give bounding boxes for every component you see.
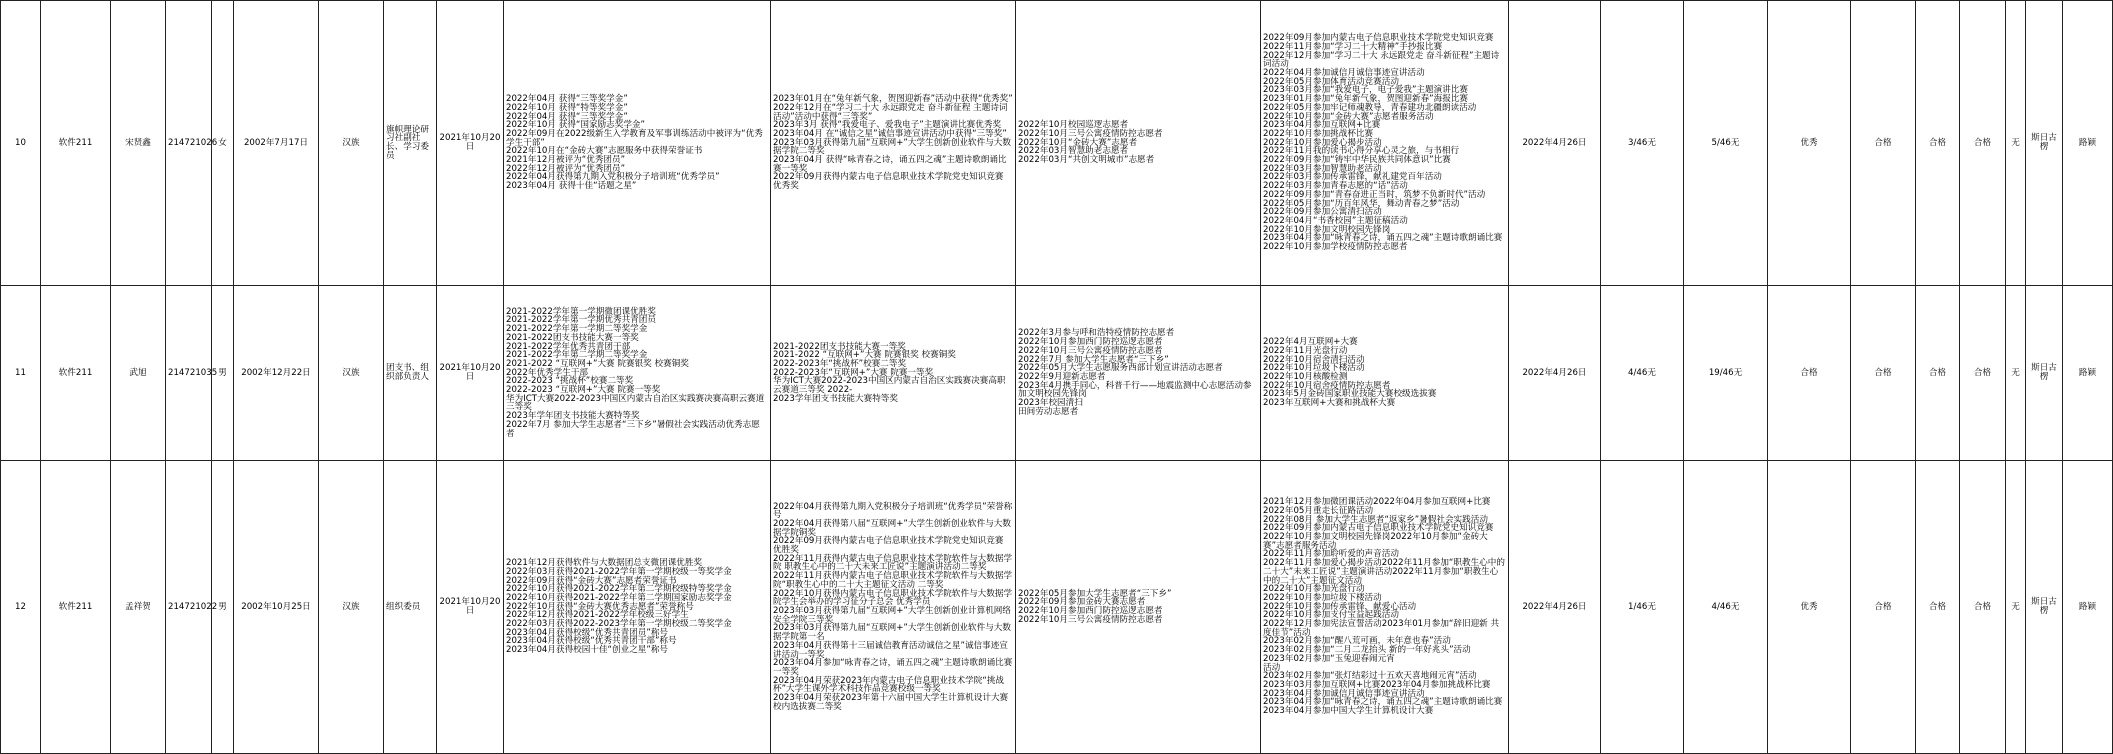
list-item: 2023年04月获得校级“优秀共青团员”称号	[506, 627, 669, 638]
volunteer-cell	[1016, 286, 1261, 461]
list-item: 2022年10月获得2021-2022学年第二学期校级特等奖学金	[506, 584, 732, 595]
student-id-cell: 214721035	[166, 286, 212, 461]
teacher-cell: 斯日古楞	[2026, 1, 2063, 286]
list-item: 2023年04月 获得十佳“话题之星”	[506, 181, 637, 192]
name-cell: 孟祥贺	[111, 461, 166, 754]
row-index: 10	[1, 1, 41, 286]
list-item: 2022年10月校园巡逻志愿者	[1018, 120, 1129, 131]
list-item: 2022年11月参加聆听爱的声音活动	[1263, 549, 1399, 560]
list-item: 2023年02月参加“玉兔迎春闹元宵	[1263, 653, 1395, 664]
list-item: 2022年05月参加大学生志愿者“三下乡”	[1018, 588, 1172, 599]
list-item: 2022年05月参加牢记师魂教导，青春建功北疆朗读活动	[1263, 102, 1477, 113]
position-cell: 组织委员	[384, 461, 437, 754]
list-item: 2022年04月获得第九期入党积极分子培训班“优秀学员”	[506, 172, 720, 183]
grade-cell: 合格	[1768, 286, 1851, 461]
list-item: 2022年11月参加爱心揭步活动2022年11月参加“职教生心中的二十大”未来工匠说”主题演讲活动2022年11月参加“职教生心中的二十大”主题征文活动	[1263, 558, 1505, 586]
class-cell: 软件211	[41, 461, 111, 754]
list-item: 2022年09月参加金砖大赛志愿者	[1018, 597, 1146, 608]
list-item: 2022年10月参加传承雷锋，献爱心活动	[1263, 601, 1417, 612]
list-item: 2022年09月参加“铸牢中华民族共同体意识”比赛	[1263, 155, 1451, 166]
list-item: 2022年03月获得2021-2022学年第一学期校级一等奖学金	[506, 566, 732, 577]
row-index: 12	[1, 461, 41, 754]
list-item: 2022年10月参加光盘行动	[1263, 584, 1365, 595]
list-item: 2021-2022团支书技能大赛一等奖	[506, 332, 639, 343]
list-item: 2022年10月获得“金砖大赛优秀志愿者”荣誉称号	[506, 601, 694, 612]
list-item: 2023年04月参加中国大学生计算机设计大赛	[1263, 706, 1434, 717]
ranking-cell: 1/46无	[1601, 461, 1684, 754]
awards-cell	[504, 461, 771, 754]
list-item: 2022年10月宿舍清扫活动	[1263, 354, 1365, 365]
list-item: 2022年03月参加智慧助老活动	[1263, 163, 1382, 174]
list-item: 2021-2022团支书技能大赛一等奖	[773, 341, 906, 352]
list-item: 2023年01月参加“兔年新气象，贺图迎新春”海报比赛	[1263, 94, 1468, 105]
birth-date-cell: 2002年10月25日	[234, 461, 319, 754]
ethnicity-cell: 汉族	[319, 1, 384, 286]
list-item: 2023年02月参加“二月二龙抬头 新的一年好兆头”活动	[1263, 645, 1471, 656]
list-item: 2022-2023年“互联网+”大赛 院赛一等奖	[773, 367, 934, 378]
list-item: 2022年08月 参加大学生志愿者“返家乡”暑假社会实践活动	[1263, 514, 1488, 525]
ethnicity-cell: 汉族	[319, 286, 384, 461]
birth-date-cell: 2002年7月17日	[234, 1, 319, 286]
grade-cell: 优秀	[1768, 1, 1851, 286]
list-item: 2022年04月参加诚信月诚信事迹宣讲活动	[1263, 68, 1425, 79]
list-item: 2022年7月 参加大学生志愿者“三下乡”	[1018, 354, 1169, 365]
table-row	[1, 461, 2113, 754]
list-item: 2022年10月 获得“特等奖学金”	[506, 102, 628, 113]
list-item: 2022年优秀学生干部	[506, 367, 589, 378]
result-1-cell: 合格	[1851, 286, 1916, 461]
activities-cell	[1261, 286, 1509, 461]
list-item: 2023年04月参加“咏青春之诗，诵五四之魂”主题诗歌朗诵比赛	[1263, 233, 1503, 244]
list-item: 2022年10月参加垃圾下楼活动	[1263, 592, 1382, 603]
application-date-cell: 2021年10月20日	[437, 1, 504, 286]
name-cell: 武旭	[111, 286, 166, 461]
list-item: 2022年10月宿舍疫情防控志愿者	[1263, 380, 1391, 391]
leader-cell: 路颖	[2063, 286, 2113, 461]
list-item: 2022年10月参加爱心揭步活动	[1263, 137, 1382, 148]
list-item: 2023年03月获得第九届“互联网+”大学生创新创业软件与大数据学院第一名	[773, 623, 1011, 643]
discipline-cell: 无	[2006, 461, 2026, 754]
ranking-cell: 3/46无	[1601, 1, 1684, 286]
result-2-cell: 合格	[1916, 1, 1960, 286]
result-2-cell: 合格	[1916, 286, 1960, 461]
list-item: 2022年12月参加宪法宣誓活动2023年01月参加“辞旧迎新 共度佳节”活动	[1263, 619, 1500, 638]
list-item: 2022年11月光盘行动	[1263, 345, 1348, 356]
list-item: 2021-2022学年第一学期二等奖学金	[506, 324, 648, 335]
list-item: 2022年09月获得内蒙古电子信息职业技术学院党史知识竞赛 优胜奖	[773, 536, 1007, 556]
list-item: 2022年04月 获得“三等奖学金”	[506, 94, 628, 105]
gender-cell: 女	[212, 1, 234, 286]
list-item: 2023学年团支书技能大赛特等奖	[773, 393, 898, 404]
ethnicity-cell: 汉族	[319, 461, 384, 754]
list-item: 2023年04月荣获2023年第十六届中国大学生计算机设计大赛校内选拔赛二等奖	[773, 693, 1009, 712]
list-item: 2021-2022学年第一学期优秀共青团员	[506, 315, 656, 326]
teacher-cell: 斯日古楞	[2026, 286, 2063, 461]
list-item: 2022年10月参加“金砖大赛”志愿者服务活动	[1263, 111, 1434, 122]
result-2-cell: 合格	[1916, 461, 1960, 754]
list-item: 2023年校园清扫	[1018, 398, 1083, 409]
list-item: 2022年11月获得内蒙古电子信息职业技术学院软件与大数据学院 职教生心中的二十大未来工匠说”主题演讲活动二等奖	[773, 553, 1013, 573]
list-item: 2022年10月 获得“国家励志奖学金”	[506, 120, 645, 131]
list-item: 2023年04月参加“咏青春之诗，诵五四之魂”主题诗歌朗诵比赛一等奖	[773, 658, 1013, 677]
list-item: 2022年04月获得第八届“互联网+”大学生创新创业软件与大数据学院铜奖	[773, 518, 1011, 538]
awards-cell	[504, 1, 771, 286]
list-item: 2022年12月在“学习二十大 永远跟党走 奋斗新征程 主题诗词活动”活动中获得“三等奖”	[773, 102, 1008, 122]
list-item: 田间劳动志愿者	[1018, 406, 1079, 417]
list-item: 2023年04月参加诚信月诚信事迹宣讲活动	[1263, 688, 1425, 699]
list-item: 2022年12月参加“学习二十大 永远跟党走 奋斗新征程”主题诗词活动	[1263, 50, 1500, 70]
table-row	[1, 1, 2113, 286]
gender-cell: 男	[212, 286, 234, 461]
ranking-2-cell: 19/46无	[1684, 286, 1768, 461]
list-item: 2021-2022 “互联网+”大赛 院赛银奖 校赛铜奖	[506, 358, 689, 369]
name-cell: 宋贤鑫	[111, 1, 166, 286]
list-item: 2023年03月获得第九届“互联网+”大学生创新创业软件与大数据学院二等奖	[773, 137, 1011, 157]
list-item: 2022年11月参加“学习二十大精神”手抄报比赛	[1263, 41, 1443, 52]
list-item: 2023年03月参加“我爱电子，电子爱我”主题演讲比赛	[1263, 85, 1468, 96]
list-item: 2022年10月参加文明校园先锋岗2022年10月参加“金砖大赛”志愿者服务活动	[1263, 532, 1488, 551]
class-cell: 软件211	[41, 1, 111, 286]
list-item: 2022年09月参加内蒙古电子信息职业技术学院党史知识竞赛	[1263, 523, 1494, 534]
list-item: 2021-2022 “互联网+”大赛 院赛银奖 校赛铜奖	[773, 350, 956, 361]
position-cell: 旗帜理论研习社副社长、学习委员	[384, 1, 437, 286]
application-date-cell: 2021年10月20日	[437, 461, 504, 754]
list-item: 活动	[1263, 662, 1281, 673]
list-item: 2022年04月获得第九期入党积极分子培训班“优秀学员”荣誉称号	[773, 501, 1013, 521]
application-date-cell: 2021年10月20日	[437, 286, 504, 461]
list-item: 2022年10月获得2021-2022学年第二学期国家励志奖学金	[506, 592, 732, 603]
list-item: 2022年10月三号公寓疫情防控志愿者	[1018, 128, 1163, 139]
list-item: 2022年04月“书香校园”主题征稿活动	[1263, 215, 1408, 226]
teacher-cell: 斯日古楞	[2026, 461, 2063, 754]
discipline-cell: 无	[2006, 1, 2026, 286]
list-item: 2023年3月 获得“我爱电子、爱我电子”主题演讲比赛优秀奖	[773, 120, 1002, 131]
competitions-cell	[771, 1, 1016, 286]
list-item: 2023年02月参加“醒八荒可画，未年意也春”活动	[1263, 636, 1451, 647]
position-cell: 团支书、组织部负责人	[384, 286, 437, 461]
list-item: 2023年04月获得第十三届诚信教育活动诚信之星”诚信事迹宣讲活动一等奖	[773, 640, 1008, 660]
list-item: 2022年11月我的读书心得分享心灵之旅，与书相行	[1263, 146, 1460, 157]
list-item: 2022年09月参加公寓清扫活动	[1263, 207, 1382, 218]
list-item: 2022年7月 参加大学生志愿者“三下乡”暑假社会实践活动优秀志愿者	[506, 419, 760, 439]
list-item: 2022年10月参加西门防控巡逻志愿者	[1018, 337, 1163, 348]
list-item: 2021-2022学年第一学期微团课优胜奖	[506, 306, 656, 317]
volunteer-cell	[1016, 1, 1261, 286]
list-item: 2023年03月参加互联网+比赛2023年04月参加挑战杯比赛	[1263, 679, 1491, 690]
list-item: 2023年02月参加“张灯结彩过十五欢天喜地闹元宵”活动	[1263, 671, 1477, 682]
list-item: 2022年12月获得2021-2022学年校级三好学生	[506, 610, 689, 621]
discipline-cell: 无	[2006, 286, 2026, 461]
ranking-2-cell: 4/46无	[1684, 461, 1768, 754]
result-1-cell: 合格	[1851, 1, 1916, 286]
list-item: 2023年学年团支书技能大赛特等奖	[506, 411, 640, 422]
result-3-cell: 合格	[1960, 286, 2006, 461]
result-1-cell: 合格	[1851, 461, 1916, 754]
list-item: 2022年05月重走长征路活动	[1263, 505, 1374, 516]
student-id-cell: 214721022	[166, 461, 212, 754]
list-item: 2023年04月获得校级“优秀共青团干部”称号	[506, 636, 677, 647]
competitions-cell	[771, 286, 1016, 461]
list-item: 2023年04月 在“诚信之星”诚信事迹宣讲活动中获得“三等奖”	[773, 128, 1007, 139]
list-item: 2022年11月获得内蒙古电子信息职业技术学院软件与大数据学院“职教生心中的二十大主题征文活动 二等奖	[773, 571, 1013, 590]
list-item: 2021年12月被评为“优秀团员”	[506, 155, 626, 166]
list-item: 2023年04月参加互联网+比赛	[1263, 120, 1381, 131]
list-item: 2023年04月荣获2023年内蒙古电子信息职业技术学院“挑战杯”大学生课外学术科技作品竞赛校级一等奖	[773, 675, 1005, 695]
ranking-2-cell: 5/46无	[1684, 1, 1768, 286]
list-item: 2022-2023 “挑战杯”校赛二等奖	[506, 376, 634, 387]
list-item: 2022年09月获得“金砖大赛”志愿者荣誉证书	[506, 575, 677, 586]
list-item: 2022年10月参加学校疫情防控志愿者	[1263, 242, 1408, 253]
student-id-cell: 214721026	[166, 1, 212, 286]
list-item: 2022年05月大学生志愿服务西部计划宣讲活动志愿者	[1018, 363, 1223, 374]
approval-date-cell: 2022年4月26日	[1509, 286, 1601, 461]
list-item: 华为ICT大赛2022-2023中国区内蒙古自治区实践赛决赛高职云赛道三等奖 2022-	[773, 376, 1006, 396]
volunteer-cell	[1016, 461, 1261, 754]
list-item: 2022年4月互联网+大赛	[1263, 337, 1358, 348]
activities-cell	[1261, 1, 1509, 286]
competitions-cell	[771, 461, 1016, 754]
list-item: 2021年12月参加微团课活动2022年04月参加互联网+比赛	[1263, 497, 1491, 508]
list-item: 2023年04月 获得“咏青春之诗，诵五四之魂”主题诗歌朗诵比赛一等奖	[773, 155, 1007, 174]
list-item: 2022年03月参加传承雷锋，献礼建党百年活动	[1263, 172, 1442, 183]
list-item: 2022-2023年“挑战杯”校赛二等奖	[773, 358, 907, 369]
table-row	[1, 286, 2113, 461]
list-item: 2022年10月获得内蒙古电子信息职业技术学院软件与大数据学院学生会举办的学习征分子总会 优秀学员	[773, 588, 1013, 608]
list-item: 2022年10月参加支付宝益起践活动	[1263, 610, 1399, 621]
list-item: 2022年10月参加挑战杯比赛	[1263, 128, 1374, 139]
list-item: 2022年10月参加西门防控巡逻志愿者	[1018, 606, 1163, 616]
list-item: 2022年03月智慧助老志愿者	[1018, 146, 1129, 157]
list-item: 2022年10月“金砖大赛”志愿者	[1018, 137, 1138, 148]
ranking-cell: 4/46无	[1601, 286, 1684, 461]
list-item: 2022年10月在“金砖大赛”志愿服务中获得荣誉证书	[506, 146, 703, 157]
list-item: 2022年10月三号公寓疫情防控志愿者	[1018, 614, 1163, 625]
list-item: 2023年4月携手同心，科普千行——地震监测中心志愿活动参加文明校园先锋岗	[1018, 380, 1252, 400]
awards-cell	[504, 286, 771, 461]
row-index: 11	[1, 286, 41, 461]
list-item: 2022年05月参加体育活动竞赛活动	[1263, 76, 1399, 87]
list-item: 2022年10月核酸检测	[1263, 372, 1348, 382]
list-item: 2022年05月参加“历百年风华，舞动青春之梦”活动	[1263, 198, 1460, 209]
activities-cell	[1261, 461, 1509, 754]
list-item: 2021年12月获得软件与大数据团总支微团课优胜奖	[506, 558, 703, 569]
list-item: 2021-2022学年优秀共青团干部	[506, 341, 631, 352]
approval-date-cell: 2022年4月26日	[1509, 461, 1601, 754]
list-item: 2022年9月迎新志愿者	[1018, 372, 1106, 382]
list-item: 2022年09月参加“青春奋进正当时，筑梦不负新时代”活动	[1263, 189, 1486, 200]
list-item: 2022年03月获得2022-2023学年第一学期校级二等奖学金	[506, 619, 732, 630]
list-item: 2022年03月“共创文明城市”志愿者	[1018, 155, 1155, 166]
list-item: 2022年10月垃圾下楼活动	[1263, 363, 1365, 374]
list-item: 2023年互联网+大赛和挑战杯大赛	[1263, 398, 1396, 409]
list-item: 2022年09月在2022级新生入学教育及军事训练活动中被评为“优秀学生干部”	[506, 128, 763, 148]
list-item: 2023年04月获得校园十佳“创业之星”称号	[506, 645, 669, 656]
list-item: 2021-2022学年第二学期二等奖学金	[506, 350, 648, 361]
list-item: 2022年09月获得内蒙古电子信息职业技术学院党史知识竞赛 优秀奖	[773, 172, 1007, 192]
list-item: 2023年01月在“兔年新气象，贺图迎新春”活动中获得“优秀奖”	[773, 94, 1013, 105]
list-item: 2023年5月金砖国家职业技能大赛校级选拔赛	[1263, 389, 1437, 400]
birth-date-cell: 2002年12月22日	[234, 286, 319, 461]
class-cell: 软件211	[41, 286, 111, 461]
leader-cell: 路颖	[2063, 461, 2113, 754]
list-item: 2023年03月获得第九届“互联网+”大学生创新创业计算机网络安全学院三等奖	[773, 606, 1011, 625]
approval-date-cell: 2022年4月26日	[1509, 1, 1601, 286]
leader-cell: 路颖	[2063, 1, 2113, 286]
list-item: 华为ICT大赛2022-2023中国区内蒙古自治区实践赛决赛高职云赛道三等奖	[506, 393, 765, 413]
grade-cell: 优秀	[1768, 461, 1851, 754]
gender-cell: 男	[212, 461, 234, 754]
list-item: 2023年04月参加“咏青春之诗，诵五四之魂”主题诗歌朗诵比赛	[1263, 697, 1503, 708]
list-item: 2022年10月三号公寓疫情防控志愿者	[1018, 345, 1163, 356]
result-3-cell: 合格	[1960, 1, 2006, 286]
list-item: 2022年10月参加文明校园先锋岗	[1263, 224, 1391, 235]
list-item: 2022年12月被评为“优秀团员”	[506, 163, 626, 174]
list-item: 2022年09月参加内蒙古电子信息职业技术学院党史知识竞赛	[1263, 33, 1494, 44]
list-item: 2022年04月 获得“三等奖学金”	[506, 111, 628, 122]
list-item: 2022年03月参加青春志愿的“话”活动	[1263, 181, 1408, 192]
list-item: 2022-2023 “互联网+”大赛 院赛一等奖	[506, 385, 661, 396]
list-item: 2022年3月参与呼和浩特疫情防控志愿者	[1018, 328, 1175, 339]
result-3-cell: 合格	[1960, 461, 2006, 754]
